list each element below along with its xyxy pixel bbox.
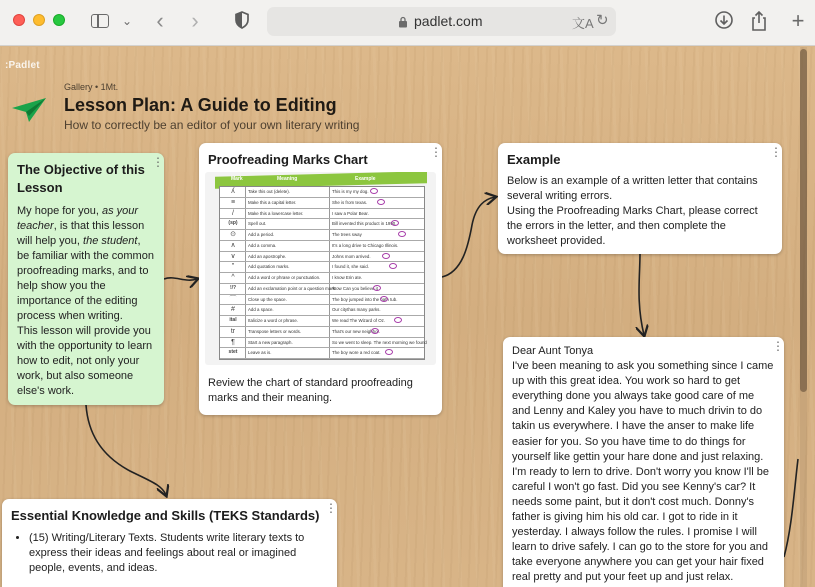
arrow-objective-to-chart bbox=[164, 278, 197, 280]
chart-mark-meaning: Close up the space. bbox=[248, 296, 287, 302]
shield-icon[interactable] bbox=[234, 10, 252, 32]
more-vertical-icon[interactable]: ⋮ bbox=[770, 145, 782, 159]
arrow-example-to-letter bbox=[639, 254, 644, 335]
more-vertical-icon[interactable]: ⋮ bbox=[772, 339, 784, 353]
chart-mark-example: The trees sway bbox=[332, 232, 362, 237]
chart-mark-meaning: Leave as is. bbox=[248, 350, 272, 356]
chart-mark-symbol: stet bbox=[228, 349, 238, 356]
chart-mark-example: It's a long drive to Chicago Illinois. bbox=[332, 242, 399, 248]
back-button[interactable]: ‹ bbox=[156, 8, 164, 33]
chevron-down-icon[interactable]: ⌄ bbox=[121, 14, 133, 28]
chart-mark-meaning: Transpose letters or words. bbox=[248, 328, 302, 334]
chart-card-title: Proofreading Marks Chart bbox=[208, 152, 368, 167]
board-meta: Gallery • 1Mt. bbox=[64, 82, 119, 92]
chart-mark-example: Wow Can you believe it bbox=[332, 285, 378, 291]
letter-greeting: Dear Aunt Tonya bbox=[512, 345, 594, 357]
proofreading-mark-annotation bbox=[394, 317, 402, 323]
chart-mark-symbol: ⊙ bbox=[230, 231, 236, 238]
chart-mark-example: I know Erin ate. bbox=[332, 275, 363, 280]
chart-row bbox=[220, 187, 424, 198]
letter-card[interactable] bbox=[503, 337, 784, 587]
chart-mark-meaning: Spell out. bbox=[248, 221, 267, 227]
proofreading-chart-card[interactable] bbox=[199, 143, 442, 415]
example-card[interactable] bbox=[498, 143, 782, 254]
chart-mark-meaning: Add a space. bbox=[248, 307, 274, 313]
chart-mark-meaning: Take this out (delete). bbox=[248, 189, 290, 194]
chart-row bbox=[220, 273, 424, 284]
translate-icon[interactable]: 文A bbox=[572, 16, 594, 31]
chart-mark-symbol: ital bbox=[229, 317, 237, 323]
objective-title: The Objective of this Lesson bbox=[17, 162, 145, 195]
chart-row bbox=[220, 316, 424, 327]
minimize-window-button[interactable] bbox=[33, 14, 45, 26]
letter-body bbox=[512, 344, 775, 586]
chart-header-example: Example bbox=[355, 176, 376, 182]
proofreading-mark-annotation bbox=[373, 285, 381, 291]
chart-mark-example: I found it, she said. bbox=[332, 264, 369, 270]
arrow-objective-to-teks bbox=[86, 405, 166, 495]
url-text: padlet.com bbox=[414, 13, 483, 29]
proofreading-mark-annotation bbox=[382, 253, 390, 259]
chart-mark-example: Our citythas many parks. bbox=[332, 307, 381, 313]
chart-mark-meaning: Add quotation marks. bbox=[248, 264, 290, 270]
more-vertical-icon[interactable]: ⋮ bbox=[325, 501, 337, 515]
letter-paragraph: I'm ready to lern to drive. Don't worry you know I'll be careful I won't go fast. Did you see Kenny's car? It needs some paint, but it don't cost much. Donny's father is giving him his old car. I got to ride in it yesterday. I always follow the rules. I promise I will learn to drive safely. I can go to the store for you and take everyone anywhere you can get your hair fixed real pretty and put your feet up and just relax. bbox=[512, 465, 769, 584]
chart-row bbox=[220, 338, 427, 349]
chart-mark-symbol: / bbox=[232, 209, 234, 217]
padlet-logo[interactable]: :Padlet bbox=[5, 60, 40, 71]
download-icon[interactable] bbox=[714, 10, 736, 32]
chart-row bbox=[220, 198, 424, 209]
browser-toolbar bbox=[0, 0, 815, 46]
chart-mark-meaning: Italicize a word or phrase. bbox=[248, 318, 299, 323]
chart-mark-symbol: ^ bbox=[231, 274, 235, 281]
chart-row bbox=[220, 348, 424, 359]
proofreading-mark-annotation bbox=[371, 328, 379, 334]
teks-list bbox=[11, 531, 328, 576]
share-icon[interactable] bbox=[750, 10, 772, 32]
chart-mark-symbol: " bbox=[231, 263, 235, 271]
chart-mark-symbol: ¶ bbox=[231, 338, 235, 346]
chart-mark-example: She is from texas. bbox=[332, 199, 368, 205]
chart-mark-example: The boy wore a red coat. bbox=[332, 350, 381, 356]
chart-row bbox=[220, 295, 424, 306]
proofreading-mark-annotation bbox=[385, 349, 393, 355]
arrow-chart-to-example bbox=[442, 197, 495, 277]
chart-row bbox=[220, 284, 424, 295]
address-bar[interactable] bbox=[267, 7, 616, 36]
chart-mark-symbol: (sp) bbox=[228, 220, 238, 227]
reload-icon[interactable]: ↻ bbox=[596, 12, 609, 29]
chart-mark-symbol: !/? bbox=[229, 284, 237, 291]
teks-card[interactable] bbox=[2, 499, 337, 587]
chart-mark-example: So we went to sleep. The next morning we found bbox=[332, 339, 427, 345]
chart-mark-symbol: tr bbox=[230, 327, 236, 335]
page-subtitle: How to correctly be an editor of your own literary writing bbox=[64, 118, 360, 132]
chart-mark-symbol: ∨ bbox=[230, 252, 236, 260]
zoom-window-button[interactable] bbox=[53, 14, 65, 26]
scrollbar-thumb[interactable] bbox=[800, 49, 807, 392]
chart-mark-meaning: Add an exclamation point or a question mark. bbox=[248, 285, 337, 291]
example-body: Below is an example of a written letter that contains several writing errors. Using the Proofreading Marks Chart, please correct the errors in the letter, and then complete the worksheet provided. bbox=[507, 175, 758, 247]
close-window-button[interactable] bbox=[13, 14, 25, 26]
chart-mark-symbol: ⌒ bbox=[229, 295, 237, 303]
plus-icon[interactable]: + bbox=[791, 8, 805, 33]
objective-body: My hope for you, as your teacher, is that this lesson will help you, the student, be familiar with the common proofreading marks, and to help show you the importance of the editing process when writing. This lesson will provide you with the opportunity to learn how to edit, not only your work, but also someone else's work. bbox=[17, 205, 154, 397]
sidebar-icon[interactable] bbox=[89, 10, 111, 32]
chart-mark-meaning: Add a period. bbox=[248, 232, 275, 237]
chart-mark-symbol: ≡ bbox=[230, 198, 236, 206]
chart-mark-meaning: Start a new paragraph. bbox=[248, 339, 293, 345]
chart-header-meaning: Meaning bbox=[277, 176, 298, 182]
chart-mark-symbol: # bbox=[231, 306, 235, 314]
forward-button[interactable]: › bbox=[191, 8, 199, 33]
teks-title: Essential Knowledge and Skills (TEKS Standards) bbox=[11, 508, 320, 523]
chart-mark-meaning: Make this a capital letter. bbox=[248, 199, 297, 205]
chart-row bbox=[220, 305, 424, 316]
chart-caption: Review the chart of standard proofreading marks and their meaning. bbox=[208, 377, 413, 404]
chart-row bbox=[220, 327, 424, 338]
objective-card[interactable] bbox=[8, 153, 164, 405]
proofreading-mark-annotation bbox=[370, 188, 378, 194]
chart-mark-example: We read The Wizard of Oz. bbox=[332, 318, 386, 323]
chart-mark-meaning: Add a word or phrase or punctuation. bbox=[248, 275, 321, 280]
chart-mark-example: That's our new neighbor. bbox=[332, 328, 380, 334]
example-title: Example bbox=[507, 152, 561, 167]
chart-mark-example: I saw a Polar Bear. bbox=[332, 210, 369, 216]
chart-mark-symbol: ∧ bbox=[230, 241, 236, 249]
lock-icon bbox=[398, 15, 408, 33]
chart-mark-example: This is my my dog. bbox=[332, 189, 369, 194]
chart-mark-meaning: Add an apostrophe. bbox=[248, 253, 287, 259]
chart-row bbox=[220, 241, 424, 252]
proofreading-mark-annotation bbox=[380, 296, 388, 302]
proofreading-mark-annotation bbox=[391, 220, 399, 226]
chart-mark-symbol: ʎ bbox=[231, 188, 235, 195]
chart-row bbox=[220, 209, 424, 220]
chart-row bbox=[220, 252, 424, 263]
chart-row bbox=[220, 219, 424, 230]
chart-mark-meaning: Add a comma. bbox=[248, 242, 277, 248]
chart-row bbox=[220, 230, 424, 241]
list-item: • (15) Writing/Literary Texts. Students write literary texts to express their ideas and feelings about real or imagined people, events, and ideas. bbox=[29, 531, 328, 576]
chart-mark-example: Johns mom arrived. bbox=[332, 253, 371, 259]
page-title: Lesson Plan: A Guide to Editing bbox=[64, 95, 337, 115]
chart-table bbox=[219, 186, 425, 360]
more-vertical-icon[interactable]: ⋮ bbox=[152, 155, 164, 169]
more-vertical-icon[interactable]: ⋮ bbox=[430, 145, 442, 159]
arrow-letter-offscreen bbox=[784, 459, 798, 557]
proofreading-mark-annotation bbox=[398, 231, 406, 237]
proofreading-chart-image[interactable] bbox=[205, 172, 436, 365]
chart-mark-meaning: Make this a lowercase letter. bbox=[248, 210, 304, 216]
chart-mark-example: The boy jumped into the bath tub. bbox=[332, 296, 398, 302]
proofreading-mark-annotation bbox=[389, 263, 397, 269]
proofreading-mark-annotation bbox=[377, 199, 385, 205]
chart-mark-example: Bill invented this product in 1990. bbox=[332, 221, 397, 227]
padlet-board bbox=[0, 47, 815, 587]
chart-header-mark: Mark bbox=[231, 176, 243, 182]
chart-row bbox=[220, 262, 424, 273]
letter-paragraph: I've been meaning to ask you something since I came up with this great idea. You work so hard to get everything done you always take good care of me and Lenny and Kaley you have to much drivin to do takin us everywhere. I have the anser to make life easier for you. So you have time to do things for yourself like gettin your hare done and just relaxing. bbox=[512, 360, 774, 463]
